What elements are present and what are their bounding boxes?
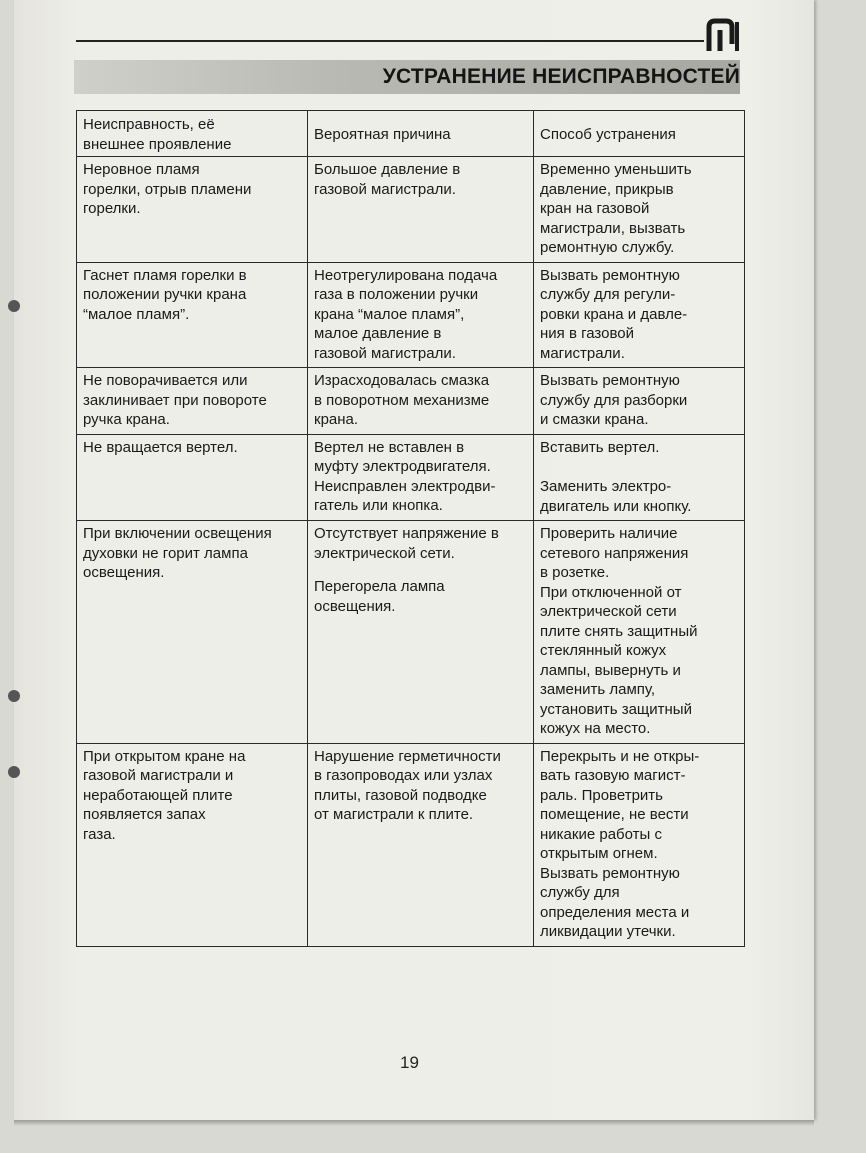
fault-cell: Не поворачивается или заклинивает при повороте ручка крана. — [77, 368, 308, 435]
table-row — [77, 368, 745, 435]
method-cell: Вызвать ремонтную службу для разборки и смазки крана. — [534, 368, 745, 435]
method-text: Заменить электро- двигатель или кнопку. — [540, 478, 692, 515]
method-text: Вставить вертел. — [540, 438, 660, 456]
fault-cell: При открытом кране на газовой магистрали и неработающей плите появляется запах газа. — [77, 743, 308, 946]
method-text: Перекрыть и не откры- вать газовую магист- раль. Проветрить помещение, не вести никакие работы с открытым огнем. — [540, 747, 700, 862]
method-text: При отключенной от электрической сети плите снять защитный стеклянный кожух лампы, вывернуть и заменить лампу, установить защитный кожух на место. — [540, 583, 698, 737]
brand-logo-icon — [706, 18, 740, 52]
method-text: Проверить наличие сетевого напряжения в розетке. — [540, 525, 689, 581]
method-cell: Вызвать ремонтную службу для регули- ровки крана и давле- ния в газовой магистрали. — [534, 262, 745, 368]
page-title: УСТРАНЕНИЕ НЕИСПРАВНОСТЕЙ — [382, 65, 740, 88]
table-row — [77, 157, 745, 263]
cause-text: Вертел не вставлен в муфту электродвигателя. — [314, 438, 491, 475]
fault-cell: Гаснет пламя горелки в положении ручки крана “малое пламя”. — [77, 262, 308, 368]
page-edge-shadow — [14, 1120, 814, 1126]
header-rule — [76, 40, 704, 42]
header-method: Способ устранения — [534, 111, 745, 157]
table-row — [77, 743, 745, 946]
cause-text: Неисправлен электродви- гатель или кнопка. — [314, 477, 496, 514]
cause-text: Отсутствует напряжение в электрической сети. — [314, 525, 499, 562]
cause-text: Перегорела лампа освещения. — [314, 578, 445, 615]
method-cell — [534, 521, 745, 744]
method-text: Вызвать ремонтную службу для определения места и ликвидации утечки. — [540, 864, 690, 940]
cause-cell: Большое давление в газовой магистрали. — [308, 157, 534, 263]
method-cell — [534, 434, 745, 521]
table-row — [77, 434, 745, 521]
fault-cell: При включении освещения духовки не горит лампа освещения. — [77, 521, 308, 744]
table-row — [77, 262, 745, 368]
cause-cell — [308, 521, 534, 744]
cause-cell: Израсходовалась смазка в поворотном механизме крана. — [308, 368, 534, 435]
binding-hole — [8, 690, 20, 702]
cause-cell: Неотрегулирована подача газа в положении ручки крана “малое пламя”, малое давление в газовой магистрали. — [308, 262, 534, 368]
method-cell: Временно уменьшить давление, прикрыв кран на газовой магистрали, вызвать ремонтную службу. — [534, 157, 745, 263]
header-fault: Неисправность, её внешнее проявление — [77, 111, 308, 157]
fault-cell: Не вращается вертел. — [77, 434, 308, 521]
page-number: 19 — [400, 1053, 419, 1072]
table-row — [77, 521, 745, 744]
cause-cell — [308, 434, 534, 521]
troubleshooting-table — [76, 110, 745, 947]
method-cell — [534, 743, 745, 946]
binding-hole — [8, 766, 20, 778]
fault-cell: Неровное пламя горелки, отрыв пламени горелки. — [77, 157, 308, 263]
table-header-row — [77, 111, 745, 157]
header-cause: Вероятная причина — [308, 111, 534, 157]
binding-hole — [8, 300, 20, 312]
cause-cell: Нарушение герметичности в газопроводах или узлах плиты, газовой подводке от магистрали к плите. — [308, 743, 534, 946]
